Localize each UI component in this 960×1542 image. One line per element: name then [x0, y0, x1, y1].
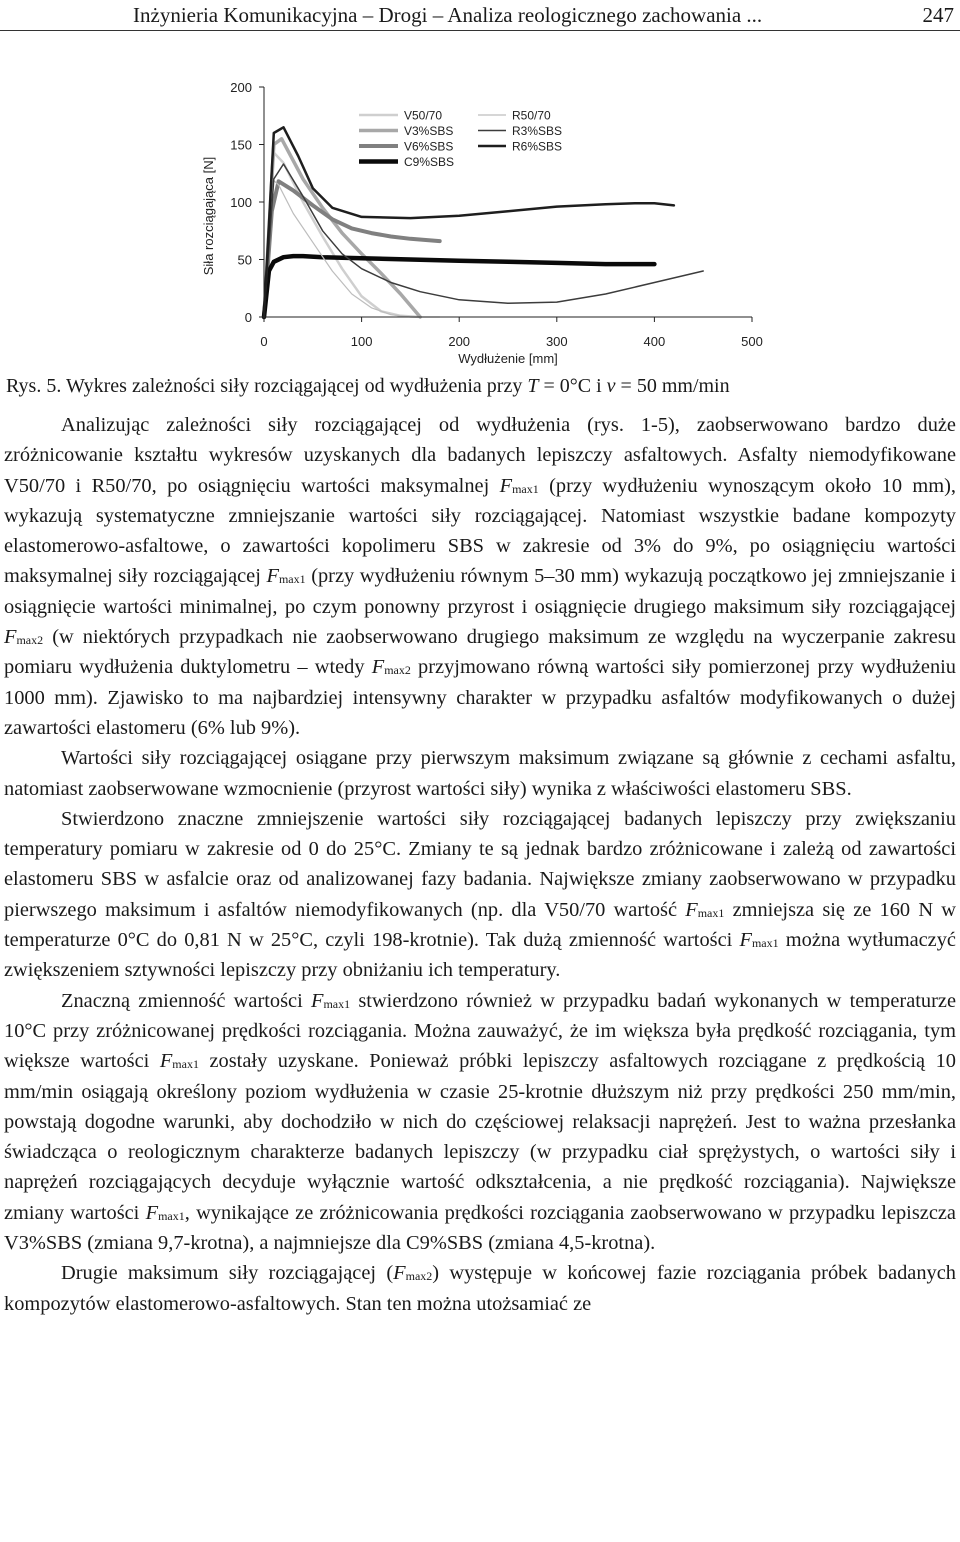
italic-symbol: F — [371, 656, 385, 679]
y-tick-label: 200 — [230, 80, 252, 95]
subscript: max1 — [751, 936, 779, 951]
text-run: przyjmowano równą wartości siły pomierzonej przy wydłużeniu 1000 mm). Zjawisko to ma najbardziej intensywny charakter w przypadku asfaltów modyfikowanych o dużej zawartości elastomeru (6% lub 9%). — [4, 656, 957, 739]
subscript: max1 — [697, 905, 725, 920]
paragraph — [4, 1258, 956, 1319]
chart-axes — [201, 80, 763, 366]
caption-var-v: v — [606, 375, 616, 397]
series-line — [264, 139, 420, 317]
force-elongation-chart — [0, 60, 960, 372]
y-axis-label: Siła rozciągająca [N] — [201, 156, 216, 276]
subscript: max1 — [512, 481, 539, 496]
italic-symbol: F — [685, 898, 698, 921]
caption-var-t: T — [527, 375, 539, 397]
legend-label: V6%SBS — [404, 139, 454, 154]
subscript: max1 — [158, 1208, 185, 1223]
italic-symbol: F — [739, 929, 752, 952]
italic-symbol: F — [310, 989, 324, 1012]
legend-label: C9%SBS — [404, 155, 455, 169]
series-line — [264, 181, 440, 317]
x-tick-label: 100 — [350, 334, 373, 349]
subscript: max1 — [323, 996, 351, 1011]
text-run: (w niektórych przypadkach nie zaobserwowano drugiego maksimum ze względu na wyczerpanie zakresu pomiaru wydłużenia duktylometru – wtedy — [4, 626, 956, 679]
legend-label: R3%SBS — [512, 124, 563, 138]
y-tick-label: 100 — [230, 195, 252, 210]
text-run: Znaczną zmienność wartości — [61, 989, 311, 1012]
paragraph — [4, 410, 956, 743]
running-header — [0, 0, 960, 31]
text-run: Wartości siły rozciągającej osiągane przy pierwszym maksimum związane są głównie z cechami asfaltu, natomiast zaobserwowane wzmocnienie (przyrost wartości siły) wynika z właściwości elastomeru SBS. — [4, 747, 956, 800]
text-run: , wynikające ze zróżnicowania prędkości rozciągania zaobserwowano w przypadku lepiszcza V3%SBS (zmiana 9,7-krotna), a najmniejsze dla C9%SBS (zmiana 4,5-krotna). — [4, 1201, 956, 1255]
text-run: Drugie maksimum siły rozciągającej ( — [61, 1262, 394, 1285]
text-run: ) występuje w końcowej fazie rozciągania próbek badanych kompozytów elastomerowo-asfaltowych. Stan ten można utożsamiać ze — [4, 1262, 956, 1315]
text-run: można wytłumaczyć zwiększeniem sztywności lepiszczy przy obniżaniu ich temperatury. — [4, 929, 956, 982]
series-line — [264, 127, 674, 317]
series-line — [264, 179, 440, 317]
running-title: Inżynieria Komunikacyjna – Drogi – Analiza reologicznego zachowania ... — [133, 3, 763, 27]
legend-label: R6%SBS — [512, 139, 563, 154]
x-axis-label: Wydłużenie [mm] — [458, 351, 558, 366]
figure-label: Rys. 5. — [6, 375, 62, 397]
subscript: max1 — [172, 1057, 199, 1072]
x-tick-label: 400 — [643, 334, 666, 349]
text-run: Stwierdzono znaczne zmniejszenie wartości siły rozciągającej badanych lepiszczy przy zwiększaniu temperatury pomiaru w zakresie od 0 do 25°C. Zmiany te są jednak bardzo zróżnicowane i zależą od zawartości elastomeru SBS w asfalcie oraz od analizowanej fazy badania. Największe zmiany zaobserwowano w przypadku pierwszego maksimum i asfaltów niemodyfikowanych (np. dla V50/70 wartość — [4, 807, 956, 921]
italic-symbol: F — [159, 1050, 173, 1073]
series-line — [264, 256, 654, 317]
legend-label: V50/70 — [404, 108, 443, 123]
text-run: (przy wydłużeniu równym 5–30 mm) wykazują początkowo jej zmniejszanie i osiągnięcie wartości minimalnej, po czym ponowny przyrost i osiągnięcie drugiego maksimum siły rozciągającej — [4, 565, 956, 618]
x-tick-label: 200 — [448, 334, 471, 349]
caption-text-mid: = 0°C i — [538, 375, 607, 397]
subscript: max1 — [278, 572, 306, 587]
text-run: Analizując zależności siły rozciągającej od wydłużenia (rys. 1-5), zaobserwowano bardzo duże zróżnicowanie kształtu wykresów uzyskanych dla badanych lepiszczy asfaltowych. Asfalty niemodyfikowane V50/70 i R50/70, po osiągnięciu wartości maksymalnej — [4, 414, 956, 497]
text-run: (przy wydłużeniu wynoszącym około 10 mm), wykazują systematyczne zmniejszanie wartości siły rozciągającej. Natomiast wszystkie badane kompozyty elastomerowo-asfaltowe, o zawartości kopolimeru SBS w zakresie od 3% do 9%, po osiągnięciu wartości maksymalnej siły rozciągającej — [4, 474, 956, 588]
caption-text-end: = 50 mm/min — [615, 375, 730, 397]
paragraph — [4, 986, 956, 1259]
legend-label: R50/70 — [512, 108, 551, 123]
y-tick-label: 150 — [230, 137, 252, 153]
legend-label: V3%SBS — [404, 124, 454, 138]
italic-symbol: F — [499, 474, 513, 497]
y-tick-label: 0 — [244, 310, 252, 325]
italic-symbol: F — [4, 626, 17, 649]
paragraph — [4, 743, 956, 804]
text-run: zostały uzyskane. Ponieważ próbki lepiszczy asfaltowych rozciągane z prędkością 10 mm/min osiągają określony poziom wydłużenia w czasie 25-krotnie dłuższym niż przy prędkości 250 mm/min, powstają dogodne warunki, aby dochodziło w nich do częściowej relaksacji naprężeń. Jest to ważna przesłanka świadcząca o reologicznym charakterze badanych lepiszczy (w przypadku ciał sprężystych, o wartości siły i naprężeń rozciągających decyduje wyłącznie wartość odkształcenia, a nie prędkość rozciągania). Największe zmiany wartości — [4, 1050, 956, 1224]
x-tick-label: 300 — [545, 334, 568, 349]
chart-lines — [264, 127, 703, 317]
body-text — [4, 410, 956, 1319]
figure-caption — [6, 375, 730, 398]
chart-legend — [359, 109, 562, 170]
subscript: max2 — [405, 1269, 433, 1284]
y-tick-label: 50 — [237, 252, 252, 268]
text-run: zmniejsza się ze 160 N w temperaturze 0°C do 0,81 N w 25°C, czyli 198-krotnie). Tak dużą zmienność wartości — [4, 898, 956, 952]
italic-symbol: F — [393, 1262, 406, 1285]
text-run: stwierdzono również w przypadku badań wykonanych w temperaturze 10°C przy zróżnicowanej prędkości rozciągania. Można zauważyć, że im większa była prędkość rozciągania, tym większe wartości — [4, 989, 956, 1073]
italic-symbol: F — [145, 1201, 159, 1224]
subscript: max2 — [384, 663, 411, 678]
page-number: 247 — [922, 3, 954, 27]
paragraph — [4, 804, 956, 986]
caption-text: Wykres zależności siły rozciągającej od wydłużenia przy — [61, 375, 528, 397]
subscript: max2 — [16, 633, 44, 648]
series-line — [264, 164, 703, 317]
x-tick-label: 500 — [741, 334, 763, 349]
x-tick-label: 0 — [260, 334, 268, 349]
italic-symbol: F — [266, 565, 279, 588]
